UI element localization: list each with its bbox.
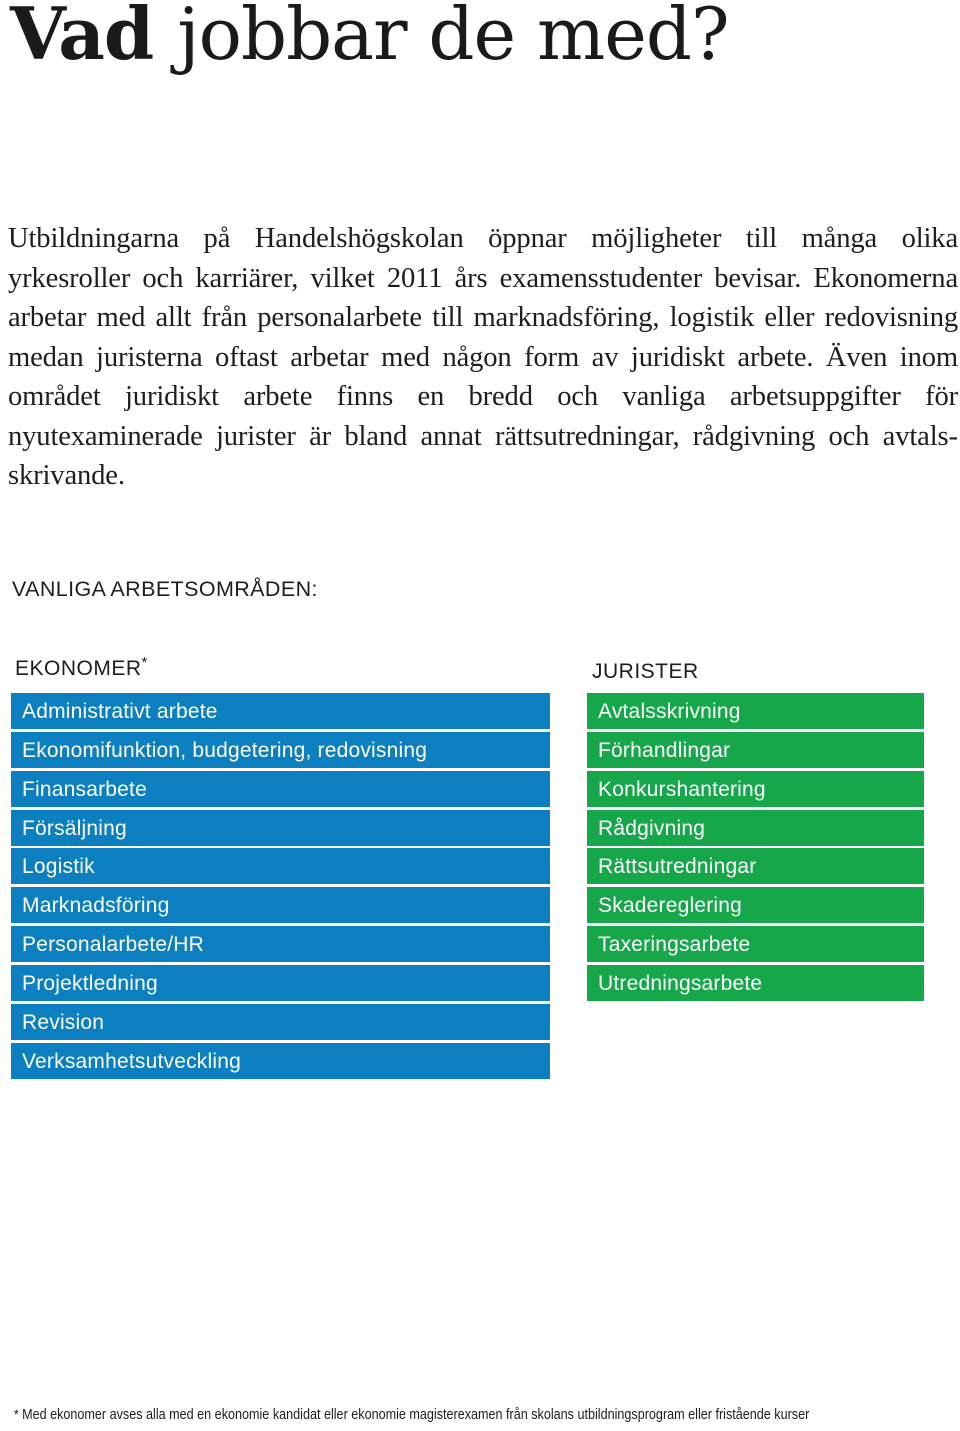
jurister-item: Konkurshantering	[587, 771, 924, 807]
jurister-item: Rättsutredningar	[587, 848, 924, 884]
ekonomer-item: Administrativt arbete	[11, 693, 550, 729]
footnote-text: Med ekonomer avses alla med en ekonomie kandidat eller ekonomie magisterexamen från skolans utbildningsprogram eller fristående kurser	[22, 1406, 810, 1423]
jurister-list	[587, 693, 924, 1004]
intro-paragraph: Utbildningarna på Handelshögskolan öppnar möjligheter till många olika yrkesroller och karriärer, vilket 2011 års examensstudenter bevisar. Ekonomerna arbetar med allt från personalarbete till marknadsföring, logistik eller redovisning medan juristerna oftast arbetar med någon form av juridiskt arbete. Även inom området juridiskt arbete finns en bredd och vanliga arbetsuppgifter för nyutexaminerade jurister är bland annat rättsutredningar, rådgivning och avtalsskrivande.	[8, 223, 958, 491]
ekonomer-item: Personalarbete/HR	[11, 926, 550, 962]
jurister-item: Rådgivning	[587, 810, 924, 846]
jurister-item: Taxeringsarbete	[587, 926, 924, 962]
ekonomer-item: Försäljning	[11, 810, 550, 846]
ekonomer-heading-label: EKONOMER	[15, 657, 142, 680]
footnote-star: *	[14, 1406, 19, 1422]
jurister-item: Skadereglering	[587, 887, 924, 923]
ekonomer-item: Finansarbete	[11, 771, 550, 807]
footnote-star-marker: *	[141, 654, 148, 671]
jurister-item: Utredningsarbete	[587, 965, 924, 1001]
ekonomer-item: Marknadsföring	[11, 887, 550, 923]
footnote	[14, 1406, 809, 1423]
ekonomer-list	[11, 693, 550, 1081]
ekonomer-item: Verksamhetsutveckling	[11, 1043, 550, 1079]
ekonomer-item: Ekonomifunktion, budgetering, redovisning	[11, 732, 550, 768]
page-title-rest: jobbar de med?	[177, 0, 729, 76]
jurister-heading: JURISTER	[592, 660, 699, 683]
ekonomer-heading	[15, 654, 148, 681]
ekonomer-item: Revision	[11, 1004, 550, 1040]
jurister-item: Förhandlingar	[587, 732, 924, 768]
jurister-item: Avtalsskrivning	[587, 693, 924, 729]
ekonomer-item: Logistik	[11, 848, 550, 884]
ekonomer-item: Projektledning	[11, 965, 550, 1001]
page-title	[10, 0, 729, 74]
page-title-bold: Vad	[10, 0, 154, 76]
section-heading: VANLIGA ARBETSOMRÅDEN:	[12, 577, 318, 601]
